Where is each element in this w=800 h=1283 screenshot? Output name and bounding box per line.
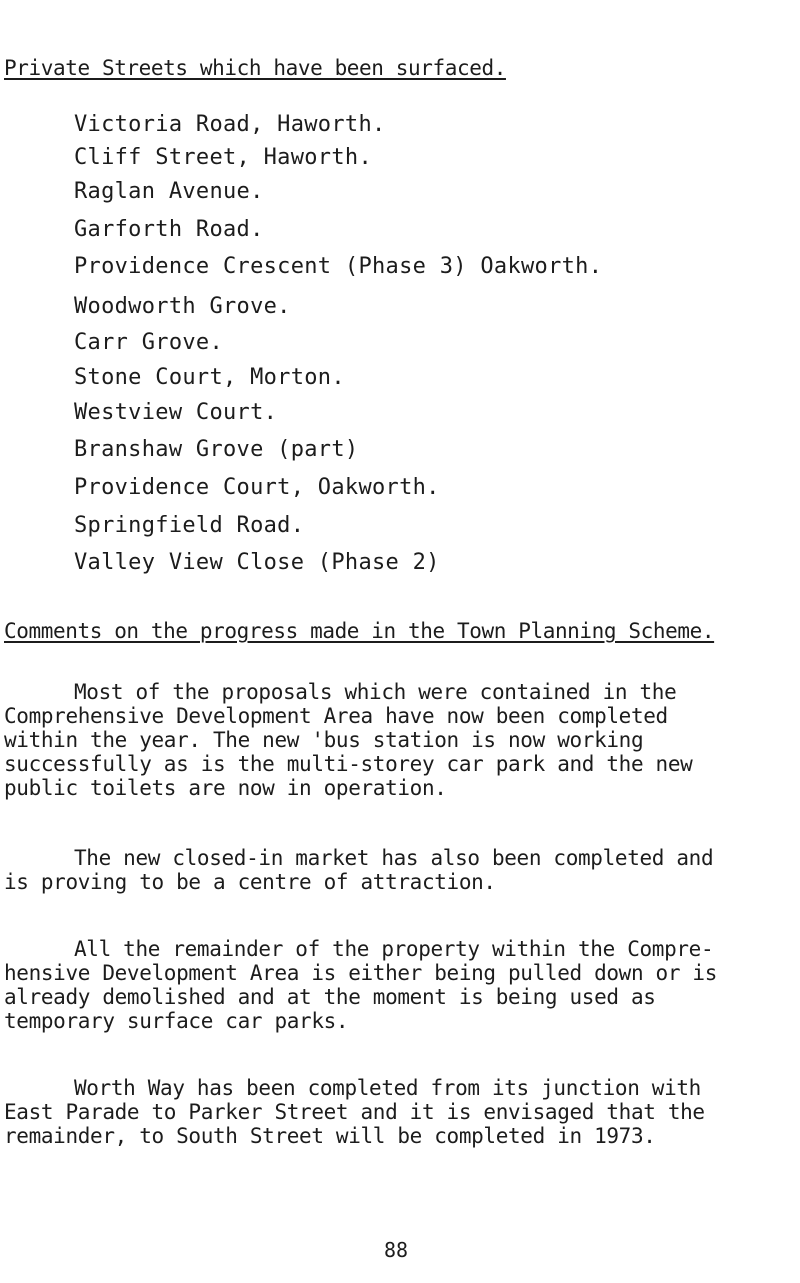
heading-private-streets: Private Streets which have been surfaced. xyxy=(4,56,506,80)
street-list-item: Stone Court, Morton. xyxy=(74,365,345,390)
street-list-item: Westview Court. xyxy=(74,400,278,425)
street-list-item: Woodworth Grove. xyxy=(74,294,291,319)
paragraph-line: public toilets are now in operation. xyxy=(4,776,447,800)
paragraph-line: Worth Way has been completed from its junction with xyxy=(74,1076,701,1100)
street-list-item: Providence Court, Oakworth. xyxy=(74,475,440,500)
paragraph xyxy=(0,846,800,894)
paragraph-line: is proving to be a centre of attraction. xyxy=(4,870,496,894)
paragraph-line: Comprehensive Development Area have now been completed xyxy=(4,704,668,728)
street-list-item: Raglan Avenue. xyxy=(74,179,264,204)
heading-town-planning-comments: Comments on the progress made in the Town Planning Scheme. xyxy=(4,619,715,643)
street-list-item: Victoria Road, Haworth. xyxy=(74,112,386,137)
street-list-item: Garforth Road. xyxy=(74,217,264,242)
street-list-item: Branshaw Grove (part) xyxy=(74,437,359,462)
paragraph-line: within the year. The new 'bus station is now working xyxy=(4,728,644,752)
street-list-item: Carr Grove. xyxy=(74,330,223,355)
paragraph-line: East Parade to Parker Street and it is envisaged that the xyxy=(4,1100,705,1124)
street-list-item: Cliff Street, Haworth. xyxy=(74,145,372,170)
paragraph-line: Most of the proposals which were contained in the xyxy=(74,680,677,704)
street-list-item: Springfield Road. xyxy=(74,513,305,538)
street-list-item: Valley View Close (Phase 2) xyxy=(74,550,440,575)
paragraph xyxy=(0,937,800,1033)
paragraph-line: The new closed-in market has also been completed and xyxy=(74,846,714,870)
paragraph xyxy=(0,1076,800,1148)
paragraph-line: already demolished and at the moment is being used as xyxy=(4,985,656,1009)
paragraph-line: hensive Development Area is either being pulled down or is xyxy=(4,961,717,985)
paragraph-line: successfully as is the multi-storey car park and the new xyxy=(4,752,693,776)
paragraph xyxy=(0,680,800,800)
paragraph-line: temporary surface car parks. xyxy=(4,1009,349,1033)
paragraph-line: All the remainder of the property within the Compre- xyxy=(74,937,714,961)
paragraph-line: remainder, to South Street will be completed in 1973. xyxy=(4,1124,656,1148)
street-list-item: Providence Crescent (Phase 3) Oakworth. xyxy=(74,254,603,279)
page-number: 88 xyxy=(384,1238,409,1262)
